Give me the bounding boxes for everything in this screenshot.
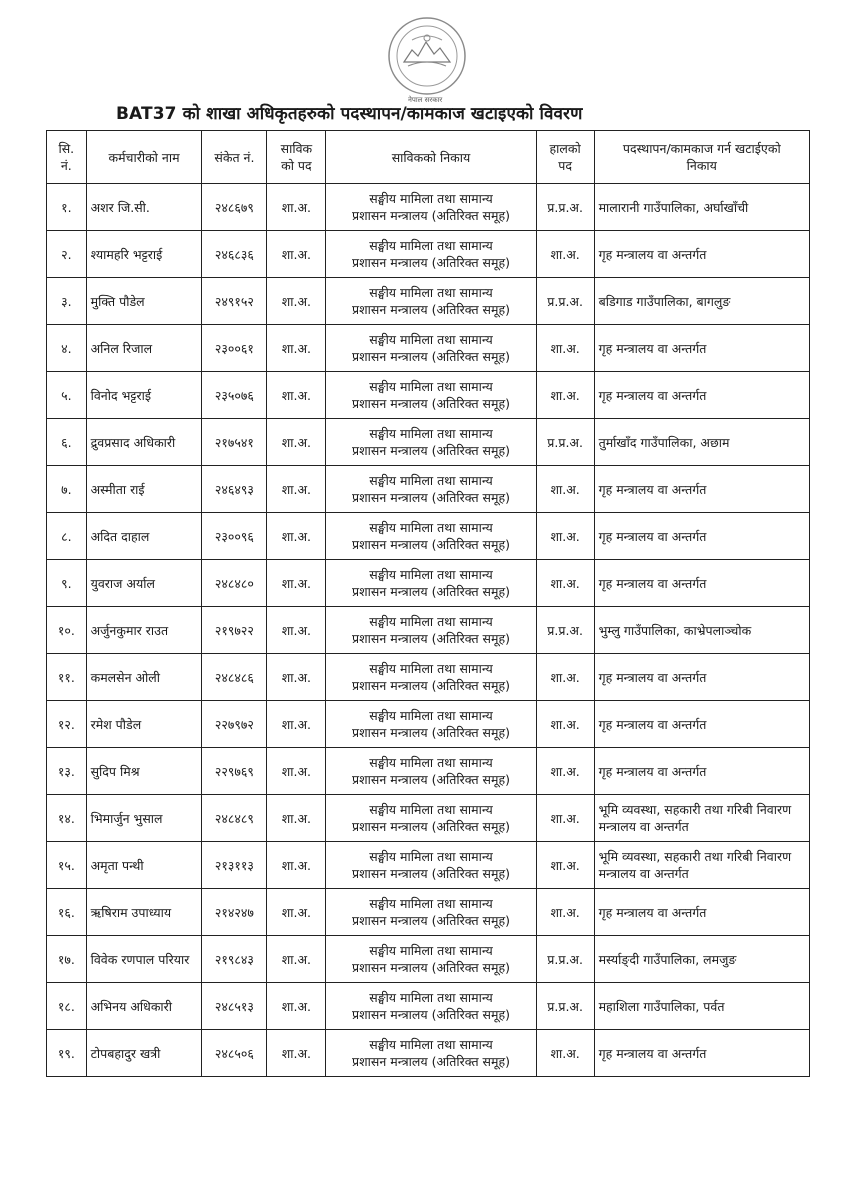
cell-code-number: २४९१५२ (202, 278, 267, 325)
cell-serial-number: ३. (47, 278, 87, 325)
table-row (47, 748, 810, 795)
cell-current-post: शा.अ. (536, 466, 594, 513)
office-line-2: प्रशासन मन्त्रालय (अतिरिक्त समूह) (352, 302, 510, 317)
cell-current-post: शा.अ. (536, 795, 594, 842)
cell-code-number: २३५०७६ (202, 372, 267, 419)
office-line-1: सङ्घीय मामिला तथा सामान्य (369, 614, 493, 629)
office-line-1: सङ्घीय मामिला तथा सामान्य (369, 1037, 493, 1052)
cell-previous-post: शा.अ. (267, 513, 326, 560)
office-line-2: प्रशासन मन्त्रालय (अतिरिक्त समूह) (352, 913, 510, 928)
cell-previous-post: शा.अ. (267, 372, 326, 419)
cell-code-number: २४८५१३ (202, 983, 267, 1030)
cell-code-number: २४६४९३ (202, 466, 267, 513)
cell-destination-office: भूमि व्यवस्था, सहकारी तथा गरिबी निवारण मन्त्रालय वा अन्तर्गत (594, 842, 809, 889)
cell-current-post: शा.अ. (536, 231, 594, 278)
office-line-1: सङ्घीय मामिला तथा सामान्य (369, 661, 493, 676)
table-row (47, 372, 810, 419)
office-line-1: सङ्घीय मामिला तथा सामान्य (369, 191, 493, 206)
cell-serial-number: ६. (47, 419, 87, 466)
cell-code-number: २१३११३ (202, 842, 267, 889)
cell-previous-post: शा.अ. (267, 1030, 326, 1077)
cell-previous-office (326, 466, 536, 513)
cell-previous-office (326, 795, 536, 842)
cell-code-number: २४८६७९ (202, 184, 267, 231)
cell-previous-office (326, 231, 536, 278)
cell-current-post: शा.अ. (536, 1030, 594, 1077)
cell-employee-name: अशर जि.सी. (86, 184, 202, 231)
office-line-2: प्रशासन मन्त्रालय (अतिरिक्त समूह) (352, 1054, 510, 1069)
office-line-2: प्रशासन मन्त्रालय (अतिरिक्त समूह) (352, 960, 510, 975)
cell-employee-name: विवेक रणपाल परियार (86, 936, 202, 983)
cell-destination-office: गृह मन्त्रालय वा अन्तर्गत (594, 513, 809, 560)
cell-destination-office: तुर्माखाँद गाउँपालिका, अछाम (594, 419, 809, 466)
cell-previous-office (326, 842, 536, 889)
table-row (47, 936, 810, 983)
document-title: BAT37 को शाखा अधिकृतहरुको पदस्थापन/कामकाज खटाइएको विवरण (116, 104, 583, 124)
cell-code-number: २४८४८६ (202, 654, 267, 701)
cell-code-number: २१९७२२ (202, 607, 267, 654)
office-line-2: प्रशासन मन्त्रालय (अतिरिक्त समूह) (352, 678, 510, 693)
cell-employee-name: अर्जुनकुमार राउत (86, 607, 202, 654)
office-line-1: सङ्घीय मामिला तथा सामान्य (369, 943, 493, 958)
cell-previous-post: शा.अ. (267, 983, 326, 1030)
office-line-1: सङ्घीय मामिला तथा सामान्य (369, 426, 493, 441)
table-row (47, 607, 810, 654)
cell-current-post: प्र.प्र.अ. (536, 936, 594, 983)
office-line-1: सङ्घीय मामिला तथा सामान्य (369, 990, 493, 1005)
cell-previous-post: शा.अ. (267, 560, 326, 607)
cell-code-number: २३००६१ (202, 325, 267, 372)
office-line-1: सङ्घीय मामिला तथा सामान्य (369, 238, 493, 253)
cell-serial-number: १. (47, 184, 87, 231)
header-current-post: हालको पद (536, 131, 594, 184)
cell-previous-office (326, 889, 536, 936)
cell-serial-number: १२. (47, 701, 87, 748)
office-line-1: सङ्घीय मामिला तथा सामान्य (369, 332, 493, 347)
cell-serial-number: १०. (47, 607, 87, 654)
cell-serial-number: ११. (47, 654, 87, 701)
cell-previous-post: शा.अ. (267, 889, 326, 936)
cell-previous-post: शा.अ. (267, 231, 326, 278)
cell-serial-number: १८. (47, 983, 87, 1030)
table-row (47, 1030, 810, 1077)
header-code-number: संकेत नं. (202, 131, 267, 184)
office-line-2: प्रशासन मन्त्रालय (अतिरिक्त समूह) (352, 584, 510, 599)
cell-current-post: प्र.प्र.अ. (536, 184, 594, 231)
cell-previous-post: शा.अ. (267, 795, 326, 842)
cell-previous-office (326, 654, 536, 701)
cell-serial-number: १६. (47, 889, 87, 936)
office-line-2: प्रशासन मन्त्रालय (अतिरिक्त समूह) (352, 772, 510, 787)
cell-destination-office: गृह मन्त्रालय वा अन्तर्गत (594, 701, 809, 748)
cell-current-post: प्र.प्र.अ. (536, 278, 594, 325)
office-line-2: प्रशासन मन्त्रालय (अतिरिक्त समूह) (352, 396, 510, 411)
cell-employee-name: अमृता पन्थी (86, 842, 202, 889)
office-line-2: प्रशासन मन्त्रालय (अतिरिक्त समूह) (352, 725, 510, 740)
office-line-2: प्रशासन मन्त्रालय (अतिरिक्त समूह) (352, 349, 510, 364)
office-line-2: प्रशासन मन्त्रालय (अतिरिक्त समूह) (352, 255, 510, 270)
table-row (47, 419, 810, 466)
cell-previous-post: शा.अ. (267, 936, 326, 983)
table-row (47, 231, 810, 278)
cell-previous-post: शा.अ. (267, 466, 326, 513)
cell-previous-office (326, 1030, 536, 1077)
cell-destination-office: गृह मन्त्रालय वा अन्तर्गत (594, 325, 809, 372)
cell-current-post: शा.अ. (536, 842, 594, 889)
office-line-1: सङ्घीय मामिला तथा सामान्य (369, 755, 493, 770)
cell-employee-name: अभिनय अधिकारी (86, 983, 202, 1030)
cell-previous-office (326, 560, 536, 607)
office-line-2: प्रशासन मन्त्रालय (अतिरिक्त समूह) (352, 866, 510, 881)
table-row (47, 278, 810, 325)
header-employee-name: कर्मचारीको नाम (86, 131, 202, 184)
cell-employee-name: द्रुवप्रसाद अधिकारी (86, 419, 202, 466)
cell-serial-number: १५. (47, 842, 87, 889)
cell-destination-office: गृह मन्त्रालय वा अन्तर्गत (594, 889, 809, 936)
office-line-1: सङ्घीय मामिला तथा सामान्य (369, 473, 493, 488)
cell-employee-name: ऋषिराम उपाध्याय (86, 889, 202, 936)
cell-destination-office: मालारानी गाउँपालिका, अर्घाखाँची (594, 184, 809, 231)
office-line-1: सङ्घीय मामिला तथा सामान्य (369, 849, 493, 864)
table-row (47, 889, 810, 936)
cell-serial-number: १३. (47, 748, 87, 795)
cell-employee-name: टोपबहादुर खत्री (86, 1030, 202, 1077)
cell-previous-office (326, 419, 536, 466)
cell-code-number: २१९८४३ (202, 936, 267, 983)
cell-code-number: २४८४८९ (202, 795, 267, 842)
cell-employee-name: कमलसेन ओली (86, 654, 202, 701)
cell-previous-office (326, 372, 536, 419)
table-row (47, 701, 810, 748)
office-line-2: प्रशासन मन्त्रालय (अतिरिक्त समूह) (352, 490, 510, 505)
cell-destination-office: गृह मन्त्रालय वा अन्तर्गत (594, 654, 809, 701)
cell-serial-number: ५. (47, 372, 87, 419)
cell-code-number: २३००९६ (202, 513, 267, 560)
cell-current-post: प्र.प्र.अ. (536, 983, 594, 1030)
cell-serial-number: ४. (47, 325, 87, 372)
cell-code-number: २२७९७२ (202, 701, 267, 748)
cell-code-number: २४८५०६ (202, 1030, 267, 1077)
cell-destination-office: गृह मन्त्रालय वा अन्तर्गत (594, 231, 809, 278)
cell-serial-number: ८. (47, 513, 87, 560)
cell-current-post: शा.अ. (536, 654, 594, 701)
cell-previous-office (326, 325, 536, 372)
cell-previous-office (326, 936, 536, 983)
cell-destination-office: भूमि व्यवस्था, सहकारी तथा गरिबी निवारण मन्त्रालय वा अन्तर्गत (594, 795, 809, 842)
table-row (47, 513, 810, 560)
cell-previous-post: शा.अ. (267, 607, 326, 654)
cell-previous-office (326, 748, 536, 795)
cell-serial-number: ७. (47, 466, 87, 513)
cell-employee-name: अस्मीता राई (86, 466, 202, 513)
table-row (47, 325, 810, 372)
office-line-1: सङ्घीय मामिला तथा सामान्य (369, 567, 493, 582)
office-line-1: सङ्घीय मामिला तथा सामान्य (369, 802, 493, 817)
government-seal (352, 10, 502, 110)
cell-code-number: २१४२४७ (202, 889, 267, 936)
office-line-2: प्रशासन मन्त्रालय (अतिरिक्त समूह) (352, 537, 510, 552)
cell-code-number: २४६८३६ (202, 231, 267, 278)
cell-destination-office: गृह मन्त्रालय वा अन्तर्गत (594, 560, 809, 607)
cell-destination-office: गृह मन्त्रालय वा अन्तर्गत (594, 372, 809, 419)
table-row (47, 560, 810, 607)
seal-emblem-icon (352, 10, 502, 110)
table-row (47, 184, 810, 231)
cell-current-post: शा.अ. (536, 372, 594, 419)
office-line-1: सङ्घीय मामिला तथा सामान्य (369, 708, 493, 723)
cell-current-post: शा.अ. (536, 513, 594, 560)
cell-current-post: शा.अ. (536, 748, 594, 795)
cell-employee-name: युवराज अर्याल (86, 560, 202, 607)
office-line-1: सङ्घीय मामिला तथा सामान्य (369, 285, 493, 300)
cell-code-number: २२९७६९ (202, 748, 267, 795)
table-row (47, 466, 810, 513)
header-serial-number: सि. नं. (47, 131, 87, 184)
office-line-2: प्रशासन मन्त्रालय (अतिरिक्त समूह) (352, 208, 510, 223)
cell-previous-post: शा.अ. (267, 325, 326, 372)
cell-employee-name: भिमार्जुन भुसाल (86, 795, 202, 842)
table-header-row (47, 131, 810, 184)
cell-current-post: शा.अ. (536, 325, 594, 372)
cell-previous-post: शा.अ. (267, 278, 326, 325)
cell-previous-office (326, 607, 536, 654)
table-row (47, 795, 810, 842)
cell-previous-post: शा.अ. (267, 701, 326, 748)
header-previous-office: साविकको निकाय (326, 131, 536, 184)
cell-current-post: शा.अ. (536, 560, 594, 607)
cell-previous-office (326, 701, 536, 748)
office-line-1: सङ्घीय मामिला तथा सामान्य (369, 896, 493, 911)
seal-bottom-text: नेपाल सरकार (408, 96, 443, 104)
cell-employee-name: श्यामहरि भट्टराई (86, 231, 202, 278)
cell-current-post: प्र.प्र.अ. (536, 607, 594, 654)
office-line-1: सङ्घीय मामिला तथा सामान्य (369, 379, 493, 394)
cell-code-number: २४८४८० (202, 560, 267, 607)
cell-employee-name: सुदिप मिश्र (86, 748, 202, 795)
cell-current-post: शा.अ. (536, 889, 594, 936)
cell-previous-post: शा.अ. (267, 842, 326, 889)
office-line-2: प्रशासन मन्त्रालय (अतिरिक्त समूह) (352, 819, 510, 834)
cell-serial-number: १७. (47, 936, 87, 983)
table-row (47, 654, 810, 701)
cell-previous-office (326, 513, 536, 560)
cell-destination-office: गृह मन्त्रालय वा अन्तर्गत (594, 466, 809, 513)
office-line-1: सङ्घीय मामिला तथा सामान्य (369, 520, 493, 535)
table-body (47, 184, 810, 1077)
cell-code-number: २१७५४१ (202, 419, 267, 466)
cell-serial-number: १९. (47, 1030, 87, 1077)
table-row (47, 983, 810, 1030)
cell-serial-number: १४. (47, 795, 87, 842)
cell-serial-number: ९. (47, 560, 87, 607)
cell-previous-post: शा.अ. (267, 184, 326, 231)
cell-previous-post: शा.अ. (267, 654, 326, 701)
cell-previous-post: शा.अ. (267, 419, 326, 466)
table-row (47, 842, 810, 889)
cell-previous-office (326, 184, 536, 231)
header-previous-post: साविक को पद (267, 131, 326, 184)
cell-destination-office: महाशिला गाउँपालिका, पर्वत (594, 983, 809, 1030)
office-line-2: प्रशासन मन्त्रालय (अतिरिक्त समूह) (352, 631, 510, 646)
cell-employee-name: मुक्ति पौडेल (86, 278, 202, 325)
cell-employee-name: रमेश पौडेल (86, 701, 202, 748)
cell-previous-office (326, 278, 536, 325)
cell-destination-office: गृह मन्त्रालय वा अन्तर्गत (594, 748, 809, 795)
cell-serial-number: २. (47, 231, 87, 278)
cell-employee-name: विनोद भट्टराई (86, 372, 202, 419)
cell-previous-post: शा.अ. (267, 748, 326, 795)
office-line-2: प्रशासन मन्त्रालय (अतिरिक्त समूह) (352, 443, 510, 458)
cell-destination-office: गृह मन्त्रालय वा अन्तर्गत (594, 1030, 809, 1077)
cell-destination-office: भुम्लु गाउँपालिका, काभ्रेपलाञ्चोक (594, 607, 809, 654)
header-destination-office: पदस्थापन/कामकाज गर्न खटाईएको निकाय (594, 131, 809, 184)
posting-table (46, 130, 810, 1077)
cell-current-post: शा.अ. (536, 701, 594, 748)
cell-employee-name: अदित दाहाल (86, 513, 202, 560)
office-line-2: प्रशासन मन्त्रालय (अतिरिक्त समूह) (352, 1007, 510, 1022)
cell-employee-name: अनिल रिजाल (86, 325, 202, 372)
cell-previous-office (326, 983, 536, 1030)
cell-destination-office: बडिगाड गाउँपालिका, बागलुङ (594, 278, 809, 325)
cell-current-post: प्र.प्र.अ. (536, 419, 594, 466)
cell-destination-office: मर्स्याङ्दी गाउँपालिका, लमजुङ (594, 936, 809, 983)
